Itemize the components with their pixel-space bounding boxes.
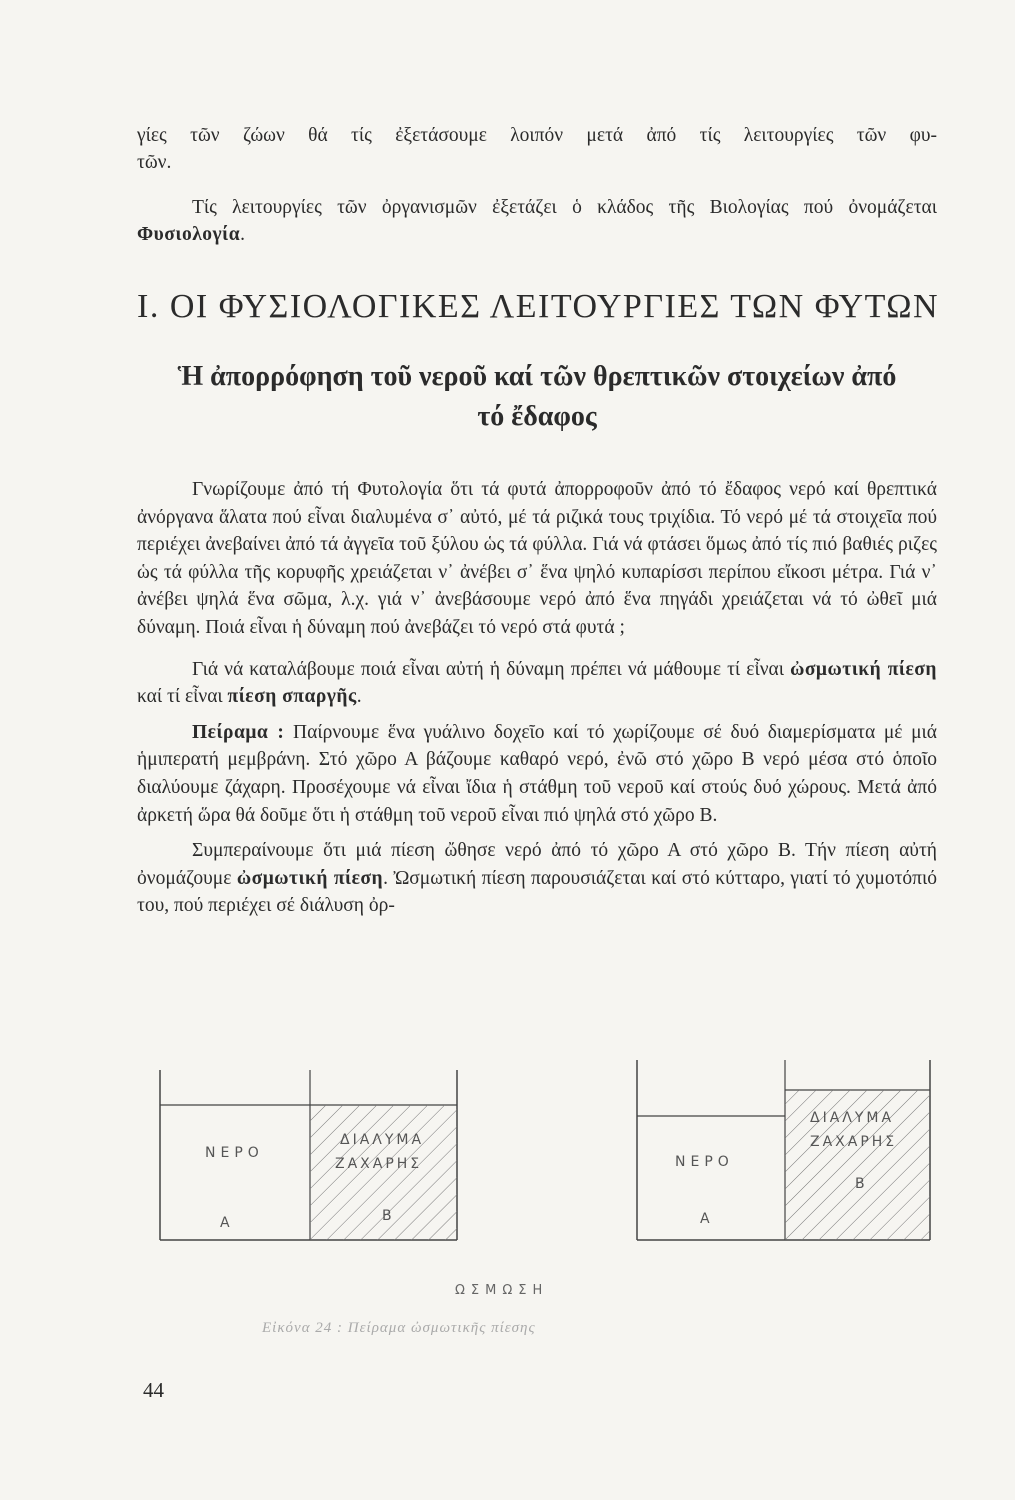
pressure-intro-end: . — [356, 686, 362, 708]
conclusion-text: Συμπεραίνουμε ὅτι μιά πίεση ὤθησε νερό ἀπό τό χῶρο Α στό χῶρο Β. Τήν πίεση αὐτή ὀνομάζουμε — [137, 840, 937, 889]
paragraph-pressure-intro — [137, 656, 937, 711]
water-letter-before: Α — [220, 1215, 230, 1231]
physiology-paragraph — [137, 194, 937, 248]
pressure-intro-text: Γιά νά καταλάβουμε ποιά εἶναι αὐτή ἡ δύναμη πρέπει νά μάθουμε τί εἶναι — [192, 658, 791, 680]
osmosis-diagram-svg — [150, 1060, 950, 1260]
solution-label-before-2: ΖΑΧΑΡΗΣ — [335, 1156, 423, 1172]
section-title-line-1: Ἡ ἀπορρόφηση τοῦ νεροῦ καί τῶν θρεπτικῶν στοιχείων ἀπό — [177, 361, 897, 392]
turgor-pressure-term: πίεση σπαργῆς — [227, 686, 357, 708]
top-line-2: τῶν. — [137, 152, 172, 173]
solution-label-before-1: ΔΙΑΛΥΜΑ — [340, 1132, 425, 1148]
water-label-after: ΝΕΡΟ — [675, 1154, 734, 1170]
water-letter-after: Α — [700, 1211, 710, 1227]
solution-letter-after: Β — [855, 1176, 865, 1192]
experiment-text: Παίρνουμε ἕνα γυάλινο δοχεῖο καί τό χωρίζουμε σέ δυό διαμερίσματα μέ μιά ἡμιπερατή μεμβράνη. Στό χῶρο Α βάζουμε καθαρό νερό, ἐνῶ στό χῶρο Β νερό μέσα στό ὁποῖο διαλύουμε ζάχαρη. Προσέχουμε νά εἶναι ἴδια ἡ στάθμη τοῦ νεροῦ καί στούς δυό χώρους. Μετά ἀπό ἀρκετή ὥρα θά δοῦμε ὅτι ἡ στάθμη τοῦ νεροῦ εἶναι πιό ψηλά στό χῶρο Β. — [137, 721, 937, 826]
physiology-paragraph-end: . — [240, 224, 245, 245]
physiology-term: Φυσιολογία — [137, 224, 241, 245]
physiology-paragraph-text: Τίς λειτουργίες τῶν ὀργανισμῶν ἐξετάζει ὁ κλάδος τῆς Βιολογίας πού ὀνομάζεται — [192, 197, 937, 218]
section-title-line-2: τό ἔδαφος — [477, 401, 597, 432]
solution-letter-before: Β — [382, 1208, 392, 1224]
conclusion-text-end: . Ὠσμωτική πίεση παρουσιάζεται καί στό κύτταρο, γιατί τό χυμοτόπιό του, πού περιέχει σέ διάλυση ὀρ- — [137, 867, 937, 917]
water-label-before: ΝΕΡΟ — [205, 1145, 264, 1161]
main-text — [137, 476, 937, 920]
top-line-1: γίες τῶν ζώων θά τίς ἐξετάσουμε λοιπόν μετά ἀπό τίς λειτουργίες τῶν φυ- — [137, 125, 937, 146]
osmotic-pressure-term-2: ὠσμωτική πίεση — [236, 867, 384, 889]
paragraph-absorption: Γνωρίζουμε ἀπό τή Φυτολογία ὅτι τά φυτά ἀπορροφοῦν ἀπό τό ἔδαφος νερό καί θρεπτικά ἀνόργανα ἅλατα πού εἶναι διαλυμένα σ᾽ αὐτό, μέ τά ριζικά τους τριχίδια. Τό νερό μέ τά στοιχεῖα πού περιέχει ἀνεβαίνει ἀπό τά ἀγγεῖα τοῦ ξύλου ὡς τά φύλλα. Γιά νά φτάσει ὅμως ἀπό τίς πιό βαθιές ριζες ὡς τά φύλλα τῆς κορυφῆς χρειάζεται ν᾽ ἀνέβει σ᾽ ἕνα ψηλό κυπαρίσσι περίπου εἴκοσι μέτρα. Γιά ν᾽ ἀνέβει ψηλά ἕνα σῶμα, λ.χ. γιά ν᾽ ἀνεβάσουμε νερό ἀπό ἕνα πηγάδι χρειάζεται νά τό ὠθεῖ μιά δύναμη. Ποιά εἶναι ἡ δύναμη πού ἀνεβάζει τό νερό στά φυτά ; — [137, 479, 937, 638]
figure-caption: Εἰκόνα 24 : Πείραμα ὠσμωτικῆς πίεσης — [262, 1320, 536, 1336]
experiment-label: Πείραμα : — [192, 721, 285, 743]
solution-label-after-2: ΖΑΧΑΡΗΣ — [810, 1134, 898, 1150]
container-before — [160, 1070, 457, 1240]
osmosis-diagram — [150, 1060, 950, 1264]
chapter-title: I. ΟΙ ΦΥΣΙΟΛΟΓΙΚΕΣ ΛΕΙΤΟΥΡΓΙΕΣ ΤΩΝ ΦΥΤΩΝ — [137, 288, 940, 325]
figure-title: ΩΣΜΩΣΗ — [455, 1283, 549, 1298]
solution-label-after-1: ΔΙΑΛΥΜΑ — [810, 1110, 895, 1126]
container-after — [637, 1060, 930, 1240]
section-title — [137, 357, 937, 437]
top-text — [137, 122, 937, 248]
paragraph-conclusion — [137, 837, 937, 920]
page-number: 44 — [143, 1378, 164, 1402]
osmotic-pressure-term: ὠσμωτική πίεση — [790, 658, 937, 680]
paragraph-experiment — [137, 719, 937, 829]
pressure-intro-mid: καί τί εἶναι — [137, 686, 228, 708]
